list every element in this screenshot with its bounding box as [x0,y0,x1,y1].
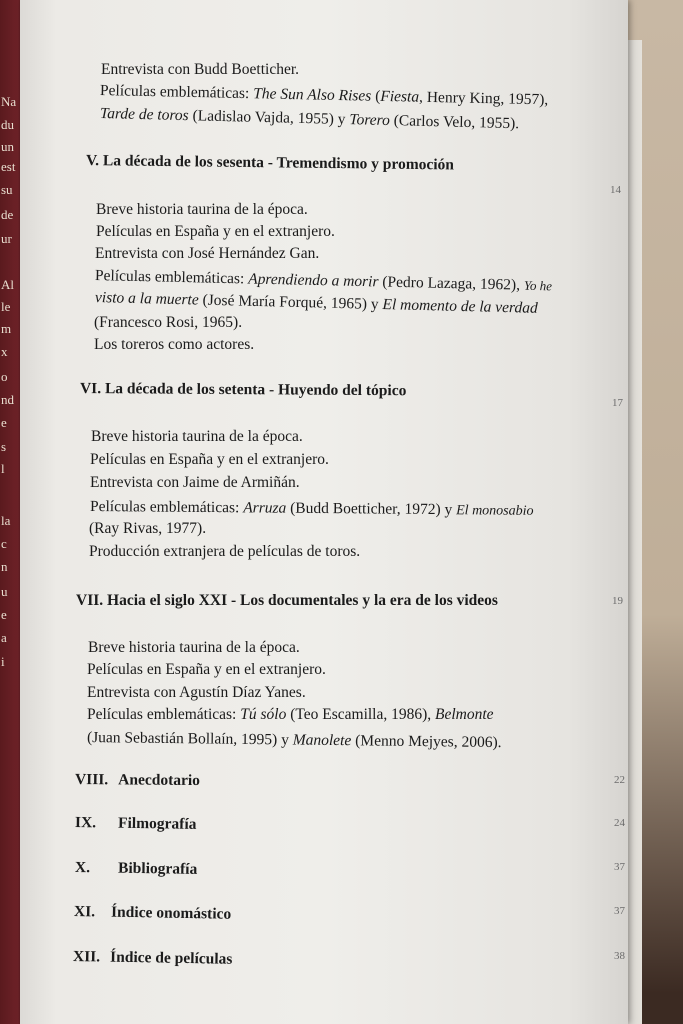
toc-entry-films-cont: (Francesco Rosi, 1965). [94,314,243,331]
page-number: 37 [614,861,625,873]
adjacent-page-text-fragment: Al [1,277,14,292]
toc-entry-films-spain: Películas en España y en el extranjero. [87,661,326,678]
chapter-entry-xii [73,949,233,967]
films-prefix: Películas emblemáticas: [94,267,249,288]
film-title: Belmonte [435,706,494,723]
toc-entry-films-spain: Películas en España y en el extranjero. [90,451,329,468]
chapter-number: XI. [73,903,96,921]
film-title: Tarde de toros [99,105,189,125]
toc-entry-films [100,83,549,108]
chapter-entry-x [75,860,198,877]
films-prefix: Películas emblemáticas: [89,498,244,517]
adjacent-page-text-fragment: n [1,559,8,574]
film-title: Tú sólo [240,706,287,723]
toc-entry-interview: Entrevista con José Hernández Gan. [95,245,320,262]
adjacent-page-text-fragment: nd [1,392,14,407]
section-heading-v: V. La década de los sesenta - Tremendismo y promoción [85,152,455,174]
adjacent-page-text-fragment: un [1,139,14,154]
chapter-entry-xi [74,904,231,922]
adjacent-page-text-fragment: Na [1,94,17,109]
page-number: 38 [614,950,625,962]
adjacent-page-text-fragment: de [1,207,14,222]
page-number: 14 [610,184,621,196]
film-title: The Sun Also Rises [253,85,372,105]
toc-entry-foreign: Producción extranjera de películas de toros. [89,543,361,560]
text: (Carlos Velo, 1955). [389,112,520,133]
page-number: 24 [614,817,625,829]
text: , Henry King, 1957), [418,88,549,109]
film-title: Arruza [243,499,287,517]
text: (Budd Boetticher, 1972) y [286,499,457,519]
adjacent-page-text-fragment: o [1,369,8,384]
adjacent-page-text-fragment: m [1,321,12,336]
toc-entry-films-cont [95,290,538,316]
toc-entry-actors: Los toreros como actores. [94,336,255,353]
adjacent-page-text-fragment: x [1,344,8,359]
film-title: Aprendiendo a morir [248,270,379,291]
toc-entry-interview: Entrevista con Jaime de Armiñán. [90,474,300,491]
chapter-number: IX. [74,814,97,832]
text: (Pedro Lazaga, 1962), [378,273,525,294]
adjacent-page-text-fragment: ur [1,231,12,246]
chapter-title: Índice onomástico [110,903,232,923]
film-title: Manolete [292,731,352,750]
films-prefix: Películas emblemáticas: [99,82,254,103]
adjacent-page-text-fragment: c [1,536,7,551]
text: (Menno Mejyes, 2006). [351,732,502,752]
book-page [20,0,628,1024]
text: (Teo Escamilla, 1986), [286,706,436,723]
adjacent-page-text-fragment: la [1,513,11,528]
toc-entry-interview: Entrevista con Agustín Díaz Yanes. [87,684,306,701]
chapter-title: Anecdotario [118,771,201,790]
chapter-number: X. [74,859,91,877]
text: (José María Forqué, 1965) y [198,291,383,314]
adjacent-page-text-fragment: a [1,630,7,645]
text: (Juan Sebastián Bollaín, 1995) y [86,729,293,749]
toc-entry-history: Breve historia taurina de la época. [96,201,308,218]
toc-entry-interview: Entrevista con Budd Boetticher. [101,61,300,78]
toc-entry-films [90,499,534,519]
page-number: 19 [612,595,623,607]
section-heading-vi: VI. La década de los setenta - Huyendo del tópico [79,380,407,400]
chapter-title: Bibliografía [117,859,198,878]
chapter-entry-ix [75,815,197,832]
page-number: 37 [614,905,625,917]
toc-entry-films-cont [87,730,502,751]
chapter-number: XII. [72,948,101,966]
page-number: 17 [612,397,623,409]
adjacent-page-text-fragment: e [1,607,7,622]
chapter-number: VIII. [74,771,109,789]
toc-entry-films-cont [100,106,520,132]
text: (Ladislao Vajda, 1955) y [188,107,350,129]
adjacent-page-text-fragment: l [1,461,5,476]
film-title: Yo he [523,277,553,294]
section-heading-vii: VII. Hacia el siglo XXI - Los documentales y la era de los videos [76,592,498,609]
adjacent-page-text-fragment: e [1,415,7,430]
adjacent-page-text-fragment: du [1,117,14,132]
film-title: Fiesta [380,87,420,106]
films-prefix: Películas emblemáticas: [87,706,241,723]
text: ( [371,87,381,105]
film-title: visto a la muerte [94,289,199,309]
toc-entry-films [87,707,494,723]
chapter-title: Filmografía [117,814,197,833]
adjacent-page-text-fragment: su [1,182,13,197]
adjacent-page-text-fragment: i [1,654,5,669]
toc-entry-history: Breve historia taurina de la época. [88,639,300,656]
adjacent-page-text-fragment: s [1,439,7,454]
chapter-title: Índice de películas [109,948,233,968]
toc-entry-history: Breve historia taurina de la época. [91,428,303,445]
adjacent-page-text-fragment: le [1,299,11,314]
chapter-entry-viii [75,772,200,789]
adjacent-page-text-fragment: u [1,584,8,599]
film-title: Torero [349,111,391,130]
toc-entry-films-cont: (Ray Rivas, 1977). [89,520,207,537]
adjacent-page-text-fragment: est [1,159,16,174]
page-number: 22 [614,774,625,786]
film-title: El monosabio [456,503,534,519]
film-title: El momento de la verdad [382,296,538,317]
toc-entry-films-spain: Películas en España y en el extranjero. [96,223,335,240]
